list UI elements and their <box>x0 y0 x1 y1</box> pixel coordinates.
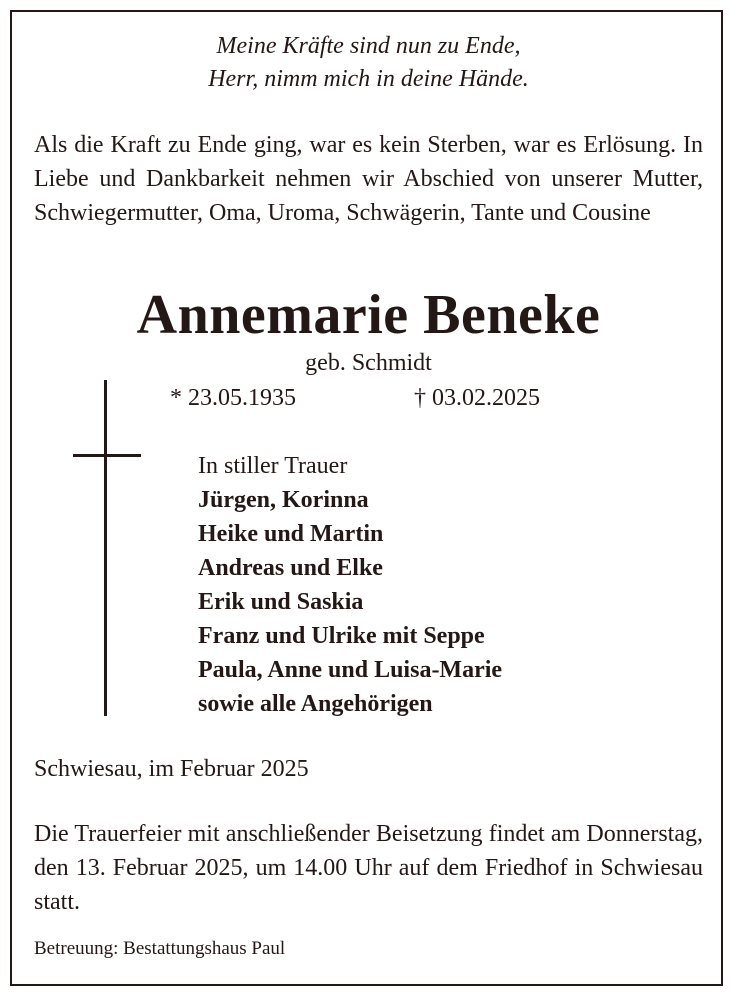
birth-name: geb. Schmidt <box>305 350 432 376</box>
mourner: Erik und Saskia <box>198 589 364 615</box>
birth-date: * 23.05.1935 <box>170 385 296 411</box>
mourner: Andreas und Elke <box>198 555 383 581</box>
poem-line: Herr, nimm mich in deine Hände. <box>208 66 529 92</box>
death-date: † 03.02.2025 <box>414 385 540 411</box>
cross-icon <box>104 380 107 716</box>
place-date: Schwiesau, im Februar 2025 <box>34 756 309 782</box>
mourner: Franz und Ulrike mit Seppe <box>198 623 485 649</box>
mourner: Paula, Anne und Luisa-Marie <box>198 657 503 683</box>
cross-icon-bar <box>73 454 141 457</box>
mourning-lead: In stiller Trauer <box>198 453 348 479</box>
deceased-name: Annemarie Beneke <box>136 284 601 346</box>
poem <box>0 30 737 96</box>
mourner: sowie alle Angehörigen <box>198 691 433 717</box>
funeral-info: Die Trauerfeier mit anschließender Beisetzung findet am Donnerstag, den 13. Februar 2025, um 14.00 Uhr auf dem Friedhof in Schwiesau statt. <box>34 821 703 915</box>
poem-line: Meine Kräfte sind nun zu Ende, <box>216 33 521 59</box>
mourner: Jürgen, Korinna <box>198 487 369 513</box>
mourners-list <box>198 449 502 721</box>
funeral-home: Betreuung: Bestattungshaus Paul <box>34 938 286 959</box>
mourner: Heike und Martin <box>198 521 384 547</box>
intro-text: Als die Kraft zu Ende ging, war es kein Sterben, war es Erlösung. In Liebe und Dankbarkeit nehmen wir Abschied von unserer Mutter, Schwiegermutter, Oma, Uroma, Schwägerin, Tante und Cousine <box>34 132 703 226</box>
